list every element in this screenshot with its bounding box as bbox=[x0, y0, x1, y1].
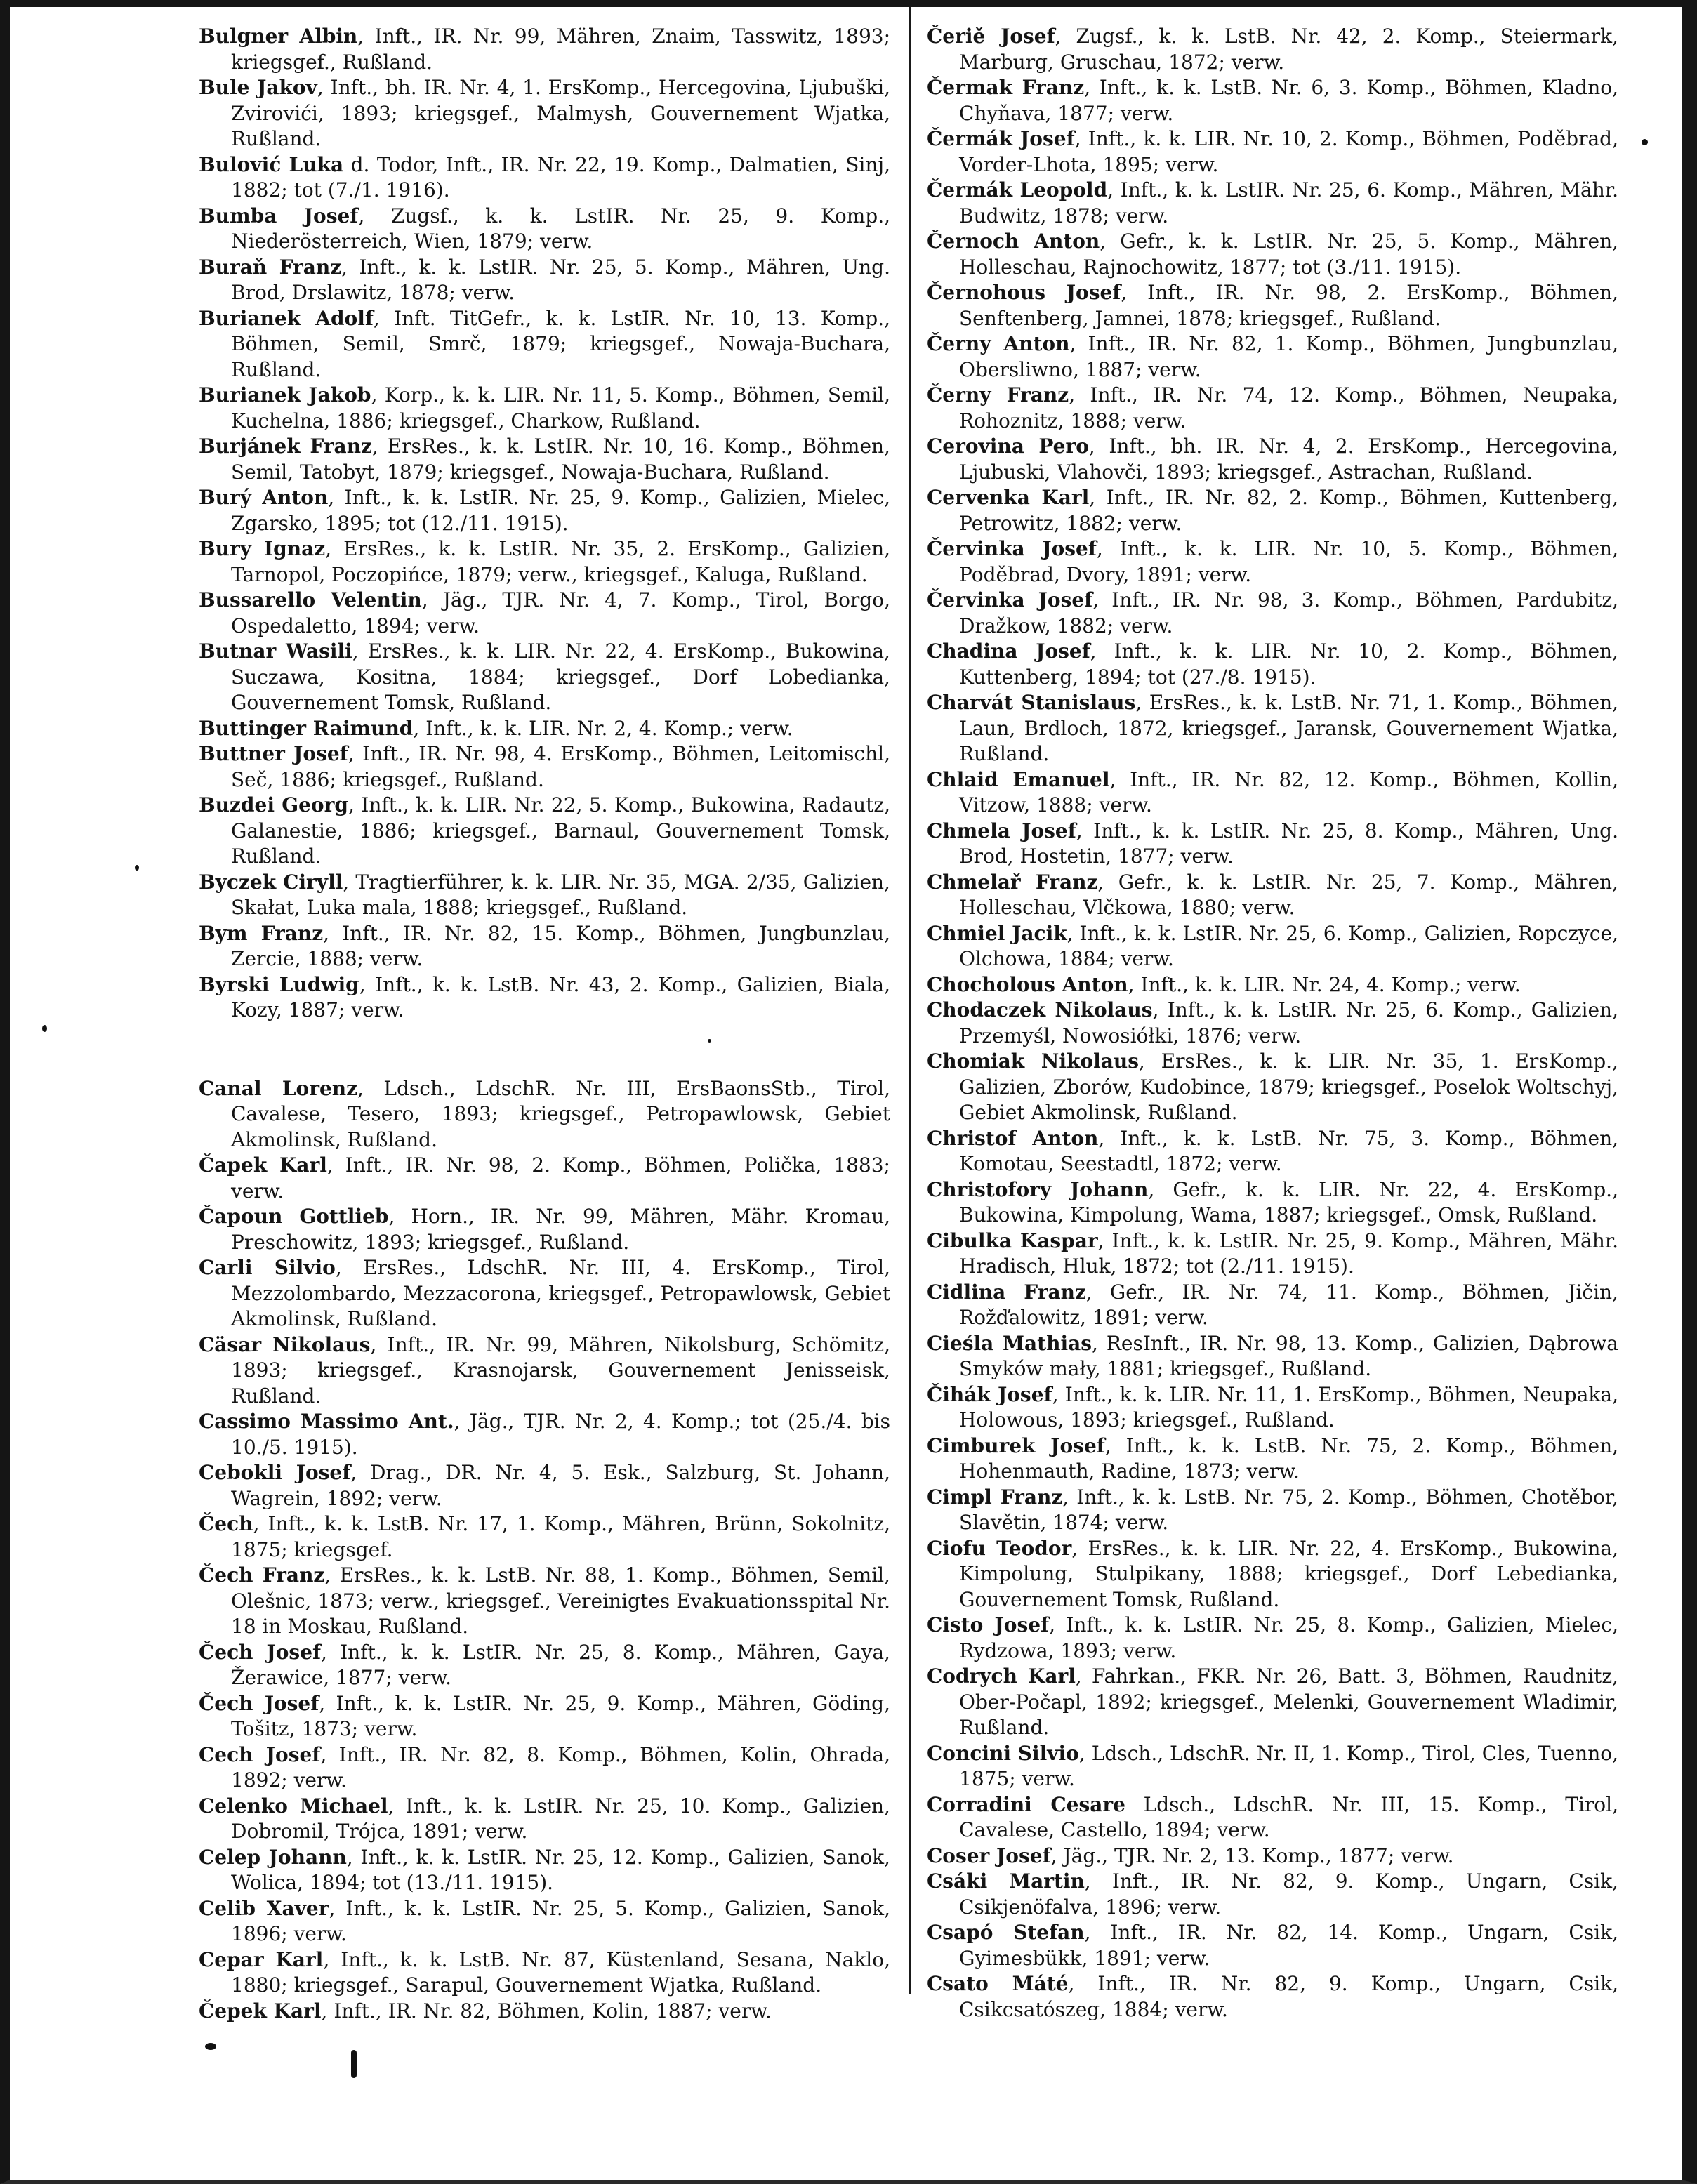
roll-entry bbox=[199, 255, 890, 306]
entry-details: , Inft., k. k. LstIR. Nr. 25, 9. Komp., Galizien, Mielec, Zgarsko, 1895; tot (12./11. 1915). bbox=[231, 486, 890, 535]
entry-name: Čapek Karl bbox=[199, 1153, 327, 1177]
roll-entry bbox=[927, 998, 1618, 1049]
entry-details: , Inft., k. k. LstIR. Nr. 25, 8. Komp., Galizien, Mielec, Rydzowa, 1893; verw. bbox=[959, 1613, 1618, 1662]
roll-entry bbox=[927, 767, 1618, 819]
entry-name: Csáki Martin bbox=[927, 1869, 1085, 1893]
roll-entry bbox=[199, 152, 890, 204]
roll-entry bbox=[199, 536, 890, 588]
entry-details: , Inft., k. k. LIR. Nr. 24, 4. Komp.; verw. bbox=[1128, 972, 1521, 996]
entry-name: Chmelař Franz bbox=[927, 870, 1098, 894]
entry-details: , Inft., IR. Nr. 82, 8. Komp., Böhmen, Kolin, Ohrada, 1892; verw. bbox=[231, 1742, 890, 1792]
entry-name: Burianek Jakob bbox=[199, 383, 371, 406]
roll-entry bbox=[927, 1229, 1618, 1280]
entry-name: Celenko Michael bbox=[199, 1794, 388, 1818]
roll-entry bbox=[927, 1049, 1618, 1126]
entry-details: , Inft., bh. IR. Nr. 4, 2. ErsKomp., Hercegovina, Ljubuski, Vlahovči, 1893; kriegsgef., Astrachan, Rußland. bbox=[959, 435, 1618, 484]
entry-details: , Gefr., k. k. LstIR. Nr. 25, 7. Komp., Mähren, Holleschau, Vlčkowa, 1880; verw. bbox=[959, 870, 1618, 919]
roll-entry bbox=[199, 204, 890, 255]
entry-name: Bule Jakov bbox=[199, 76, 317, 99]
scan-speck bbox=[351, 2050, 357, 2078]
roll-entry bbox=[927, 639, 1618, 690]
entry-name: Černoch Anton bbox=[927, 230, 1100, 253]
entry-name: Coser Josef bbox=[927, 1844, 1051, 1867]
roll-entry bbox=[927, 1971, 1618, 2023]
roll-entry bbox=[927, 921, 1618, 972]
section-gap bbox=[199, 1024, 890, 1076]
entry-name: Celib Xaver bbox=[199, 1896, 329, 1920]
roll-entry bbox=[199, 639, 890, 716]
roll-entry bbox=[199, 741, 890, 793]
roll-entry bbox=[927, 75, 1618, 126]
roll-entry bbox=[199, 1511, 890, 1563]
roll-entry bbox=[927, 1536, 1618, 1613]
entry-details: , Inft., IR. Nr. 82, 2. Komp., Böhmen, Kuttenberg, Petrowitz, 1882; verw. bbox=[959, 486, 1619, 535]
roll-entry bbox=[199, 434, 890, 485]
roll-entry bbox=[199, 383, 890, 434]
entry-name: Čech Franz bbox=[199, 1563, 325, 1587]
roll-entry bbox=[927, 536, 1618, 588]
roll-entry bbox=[927, 1434, 1618, 1485]
roll-entry bbox=[927, 178, 1618, 229]
roll-entry bbox=[927, 588, 1618, 639]
roll-entry bbox=[927, 1331, 1618, 1382]
roll-entry bbox=[199, 972, 890, 1024]
entry-name: Bulović Luka bbox=[199, 152, 344, 176]
entry-name: Chmiel Jacik bbox=[927, 921, 1067, 945]
entry-name: Chadina Josef bbox=[927, 640, 1090, 663]
entry-details: , Inft., k. k. LstIR. Nr. 25, 10. Komp., Galizien, Dobromil, Trójca, 1891; verw. bbox=[231, 1794, 890, 1843]
entry-details: , Inft., IR. Nr. 82, 15. Komp., Böhmen, Jungbunzlau, Zercie, 1888; verw. bbox=[231, 921, 890, 970]
entry-details: , Inft., k. k. LstIR. Nr. 25, 8. Komp., Mähren, Ung. Brod, Hostetin, 1877; verw. bbox=[959, 819, 1618, 868]
roll-entry bbox=[199, 1896, 890, 1947]
roll-entry bbox=[927, 870, 1618, 921]
entry-details: , Inft., IR. Nr. 82, 1. Komp., Böhmen, Jungbunzlau, Obersliwno, 1887; verw. bbox=[959, 332, 1619, 381]
entry-name: Buttinger Raimund bbox=[199, 716, 414, 740]
roll-entry bbox=[927, 1869, 1618, 1920]
roll-entry bbox=[927, 1126, 1618, 1177]
entry-name: Csato Máté bbox=[927, 1972, 1069, 1995]
scan-speck bbox=[135, 865, 139, 871]
entry-name: Čech bbox=[199, 1512, 253, 1535]
roll-entry bbox=[927, 972, 1618, 998]
entry-name: Bumba Josef bbox=[199, 204, 359, 227]
entry-name: Buttner Josef bbox=[199, 742, 348, 765]
entry-name: Černy Anton bbox=[927, 332, 1070, 355]
roll-entry bbox=[199, 1153, 890, 1204]
entry-name: Buraň Franz bbox=[199, 255, 342, 279]
entry-details: , Inft., IR. Nr. 98, 2. Komp., Böhmen, Polička, 1883; verw. bbox=[231, 1153, 890, 1203]
entry-details: , Inft., k. k. LstB. Nr. 43, 2. Komp., Galizien, Biala, Kozy, 1887; verw. bbox=[231, 972, 890, 1021]
entry-details: , Inft., IR. Nr. 99, Mähren, Znaim, Tasswitz, 1893; kriegsgef., Rußland. bbox=[231, 25, 890, 74]
roll-entry bbox=[927, 1792, 1618, 1844]
roll-entry bbox=[199, 1640, 890, 1691]
entry-name: Bussarello Velentin bbox=[199, 588, 422, 611]
scan-speck bbox=[42, 1025, 47, 1032]
entry-details: , Inft., k. k. LstIR. Nr. 25, 5. Komp., Mähren, Ung. Brod, Drslawitz, 1878; verw. bbox=[231, 255, 891, 304]
entry-details: , ErsRes., k. k. LIR. Nr. 35, 1. ErsKomp., Galizien, Zborów, Kudobince, 1879; kriegsgef., Poselok Woltschyj, Gebiet Akmolinsk, Rußland. bbox=[959, 1050, 1618, 1124]
roll-entry bbox=[199, 24, 890, 75]
entry-details: , Inft., IR. Nr. 98, 4. ErsKomp., Böhmen, Leitomischl, Seč, 1886; kriegsgef., Rußland. bbox=[231, 742, 891, 791]
entry-details: , ErsRes., k. k. LIR. Nr. 22, 4. ErsKomp., Bukowina, Kimpolung, Stulpikany, 1888; kriegsgef., Dorf Lebedianka, Gouvernement Tomsk, Rußland. bbox=[959, 1536, 1618, 1611]
entry-name: Cimpl Franz bbox=[927, 1485, 1063, 1509]
entry-name: Cebokli Josef bbox=[199, 1461, 351, 1484]
entry-details: , Inft., k. k. LstIR. Nr. 25, 12. Komp., Galizien, Sanok, Wolica, 1894; tot (13./11. 1915). bbox=[231, 1845, 890, 1894]
roll-entry bbox=[199, 1691, 890, 1742]
entry-details: , Inft., IR. Nr. 98, 2. ErsKomp., Böhmen, Senftenberg, Jamnei, 1878; kriegsgef., Rußland. bbox=[959, 281, 1618, 330]
entry-name: Čech Josef bbox=[199, 1640, 322, 1664]
entry-details: , Inft., IR. Nr. 98, 3. Komp., Böhmen, Pardubitz, Dražkow, 1882; verw. bbox=[959, 588, 1618, 637]
entry-name: Celep Johann bbox=[199, 1845, 347, 1869]
roll-entry bbox=[199, 588, 890, 639]
entry-details: , Inft., k. k. LstB. Nr. 75, 2. Komp., Böhmen, Hohenmauth, Radine, 1873; verw. bbox=[959, 1434, 1619, 1483]
entry-details: , Inft., k. k. LstIR. Nr. 25, 6. Komp., Mähren, Mähr. Budwitz, 1878; verw. bbox=[959, 178, 1618, 227]
entry-name: Čermák Leopold bbox=[927, 178, 1108, 201]
entry-name: Buzdei Georg bbox=[199, 793, 348, 816]
entry-name: Červinka Josef bbox=[927, 588, 1093, 611]
entry-name: Cisto Josef bbox=[927, 1613, 1050, 1636]
entry-details: , Inft., k. k. LstIR. Nr. 25, 9. Komp., Mähren, Göding, Tošitz, 1873; verw. bbox=[231, 1691, 890, 1740]
entry-name: Charvát Stanislaus bbox=[927, 691, 1136, 714]
entry-name: Csapó Stefan bbox=[927, 1921, 1085, 1944]
entry-details: , Inft., k. k. LstB. Nr. 75, 3. Komp., Böhmen, Komotau, Seestadtl, 1872; verw. bbox=[959, 1126, 1619, 1175]
entry-name: Codrych Karl bbox=[927, 1665, 1076, 1688]
entry-details: Ldsch., LdschR. Nr. III, 15. Komp., Tirol, Cavalese, Castello, 1894; verw. bbox=[959, 1792, 1618, 1841]
roll-entry bbox=[927, 24, 1618, 75]
entry-details: , Inft., IR. Nr. 99, Mähren, Nikolsburg, Schömitz, 1893; kriegsgef., Krasnojarsk, Gouvernement Jenisseisk, Rußland. bbox=[231, 1332, 890, 1408]
entry-details: , Korp., k. k. LIR. Nr. 11, 5. Komp., Böhmen, Semil, Kuchelna, 1886; kriegsgef., Charkow, Rußland. bbox=[231, 383, 891, 432]
entry-name: Čapoun Gottlieb bbox=[199, 1205, 389, 1228]
entry-details: , ErsRes., k. k. LIR. Nr. 22, 4. ErsKomp., Bukowina, Suczawa, Kositna, 1884; kriegsgef., Dorf Lobedianka, Gouvernement Tomsk, Rußland. bbox=[231, 640, 890, 714]
entry-details: , Inft., bh. IR. Nr. 4, 1. ErsKomp., Hercegovina, Ljubuški, Zvirovići, 1893; kriegsgef., Malmysh, Gouvernement Wjatka, Rußland. bbox=[231, 76, 890, 150]
entry-name: Cidlina Franz bbox=[927, 1280, 1086, 1304]
entry-details: , Horn., IR. Nr. 99, Mähren, Mähr. Kromau, Preschowitz, 1893; kriegsgef., Rußland. bbox=[231, 1205, 891, 1254]
entry-details: , Tragtierführer, k. k. LIR. Nr. 35, MGA. 2/35, Galizien, Skałat, Luka mala, 1888; kriegsgef., Rußland. bbox=[231, 870, 890, 919]
entry-name: Čermák Josef bbox=[927, 127, 1075, 150]
entry-details: , Inft., k. k. LstB. Nr. 6, 3. Komp., Böhmen, Kladno, Chyňava, 1877; verw. bbox=[959, 76, 1618, 125]
entry-name: Chmela Josef bbox=[927, 819, 1076, 842]
entry-name: Burjánek Franz bbox=[199, 435, 372, 458]
roll-entry bbox=[927, 280, 1618, 331]
entry-name: Canal Lorenz bbox=[199, 1076, 358, 1100]
entry-details: , Inft., k. k. LstIR. Nr. 25, 5. Komp., Galizien, Sanok, 1896; verw. bbox=[231, 1896, 890, 1945]
entry-details: , Inft., k. k. LIR. Nr. 11, 1. ErsKomp., Böhmen, Neupaka, Holowous, 1893; kriegsgef., Rußland. bbox=[959, 1382, 1618, 1431]
entry-name: Čermak Franz bbox=[927, 76, 1085, 99]
scan-speck bbox=[205, 2043, 216, 2050]
roll-entry bbox=[199, 75, 890, 152]
entry-details: , Gefr., k. k. LIR. Nr. 22, 4. ErsKomp., Bukowina, Kimpolung, Wama, 1887; kriegsgef., Omsk, Rußland. bbox=[959, 1177, 1618, 1226]
roll-entry bbox=[199, 1255, 890, 1332]
column-divider bbox=[909, 7, 911, 1994]
entry-details: , Ldsch., LdschR. Nr. III, ErsBaonsStb., Tirol, Cavalese, Tesero, 1893; kriegsgef., Petropawlowsk, Gebiet Akmolinsk, Rußland. bbox=[231, 1076, 890, 1151]
roll-entry bbox=[199, 1332, 890, 1410]
entry-name: Chlaid Emanuel bbox=[927, 767, 1110, 791]
scan-speck bbox=[708, 1039, 711, 1043]
entry-details: , Inft., IR. Nr. 74, 12. Komp., Böhmen, Neupaka, Rohoznitz, 1888; verw. bbox=[959, 383, 1619, 432]
roll-entry bbox=[199, 306, 890, 383]
entry-name: Ciofu Teodor bbox=[927, 1536, 1072, 1560]
entry-details: , Gefr., IR. Nr. 74, 11. Komp., Böhmen, Jičin, Rožďalowitz, 1891; verw. bbox=[959, 1280, 1618, 1329]
roll-entry bbox=[927, 1844, 1618, 1869]
entry-details: , Jäg., TJR. Nr. 2, 4. Komp.; tot (25./4. bis 10./5. 1915). bbox=[231, 1410, 890, 1459]
entry-details: , Inft., k. k. LstIR. Nr. 25, 9. Komp., Mähren, Mähr. Hradisch, Hluk, 1872; tot (2./11. 1915). bbox=[959, 1229, 1618, 1278]
roll-entry bbox=[927, 1280, 1618, 1331]
entry-name: Concini Silvio bbox=[927, 1741, 1079, 1765]
entry-name: Čepek Karl bbox=[199, 1999, 322, 2023]
entry-name: Byrski Ludwig bbox=[199, 972, 359, 996]
roll-entry bbox=[199, 1794, 890, 1845]
roll-entry bbox=[927, 1613, 1618, 1664]
entry-details: , Inft., IR. Nr. 82, 12. Komp., Böhmen, Kollin, Vitzow, 1888; verw. bbox=[959, 767, 1618, 816]
entry-details: , Ldsch., LdschR. Nr. II, 1. Komp., Tirol, Cles, Tuenno, 1875; verw. bbox=[959, 1741, 1618, 1790]
roll-entry bbox=[927, 331, 1618, 383]
entry-name: Butnar Wasili bbox=[199, 640, 352, 663]
entry-details: , Inft., k. k. LstIR. Nr. 25, 8. Komp., Mähren, Gaya, Žerawice, 1877; verw. bbox=[231, 1640, 890, 1689]
entry-details: , ErsRes., k. k. LstIR. Nr. 10, 16. Komp., Böhmen, Semil, Tatobyt, 1879; kriegsgef., Nowaja-Buchara, Rußland. bbox=[231, 435, 890, 484]
entry-details: , Inft., k. k. LstIR. Nr. 25, 6. Komp., Galizien, Ropczyce, Olchowa, 1884; verw. bbox=[959, 921, 1618, 970]
entry-name: Čech Josef bbox=[199, 1691, 319, 1715]
roll-entry bbox=[927, 1741, 1618, 1792]
entry-details: , Inft., k. k. LstB. Nr. 17, 1. Komp., Mähren, Brünn, Sokolnitz, 1875; kriegsgef. bbox=[231, 1512, 890, 1561]
entry-name: Carli Silvio bbox=[199, 1256, 336, 1279]
entry-details: , Inft., k. k. LstB. Nr. 75, 2. Komp., Böhmen, Chotěbor, Slavětin, 1874; verw. bbox=[959, 1485, 1618, 1534]
roll-entry bbox=[927, 690, 1618, 767]
entry-name: Cech Josef bbox=[199, 1742, 321, 1766]
entry-name: Christof Anton bbox=[927, 1126, 1099, 1150]
entry-name: Cibulka Kaspar bbox=[927, 1229, 1098, 1252]
entry-details: , ErsRes., k. k. LstIR. Nr. 35, 2. ErsKomp., Galizien, Tarnopol, Poczopińce, 1879; verw., kriegsgef., Kaluga, Rußland. bbox=[231, 537, 890, 586]
entry-details: , Inft., k. k. LIR. Nr. 2, 4. Komp.; verw. bbox=[413, 716, 793, 740]
entry-details: , Inft., IR. Nr. 82, 14. Komp., Ungarn, Csik, Gyimesbükk, 1891; verw. bbox=[959, 1921, 1618, 1970]
roll-entry bbox=[927, 434, 1618, 485]
entry-name: Červinka Josef bbox=[927, 537, 1097, 560]
roll-entry bbox=[199, 921, 890, 972]
roll-entry bbox=[927, 1382, 1618, 1434]
roll-entry bbox=[927, 1485, 1618, 1536]
scan-speck bbox=[1642, 139, 1648, 145]
entry-name: Cassimo Massimo Ant. bbox=[199, 1410, 454, 1433]
roll-entry bbox=[199, 1947, 890, 1999]
roll-entry bbox=[927, 126, 1618, 178]
right-column bbox=[927, 24, 1618, 2023]
entry-name: Cepar Karl bbox=[199, 1947, 324, 1971]
entry-name: Chomiak Nikolaus bbox=[927, 1050, 1139, 1073]
entry-details: , Inft., IR. Nr. 82, 9. Komp., Ungarn, Csik, Csikcsatószeg, 1884; verw. bbox=[959, 1972, 1619, 2021]
roll-entry bbox=[199, 1409, 890, 1460]
entry-details: , Inft., k. k. LstIR. Nr. 25, 6. Komp., Galizien, Przemyśl, Nowosiółki, 1876; verw. bbox=[959, 998, 1618, 1047]
roll-entry bbox=[199, 870, 890, 921]
entry-name: Chodaczek Nikolaus bbox=[927, 998, 1153, 1021]
entry-name: Cäsar Nikolaus bbox=[199, 1332, 371, 1356]
entry-details: , ErsRes., LdschR. Nr. III, 4. ErsKomp., Tirol, Mezzolombardo, Mezzacorona, kriegsgef., Petropawlowsk, Gebiet Akmolinsk, Rußland. bbox=[231, 1256, 891, 1330]
roll-entry bbox=[927, 1664, 1618, 1741]
entry-name: Cervenka Karl bbox=[927, 486, 1090, 509]
roll-entry bbox=[199, 1742, 890, 1794]
roll-entry bbox=[199, 1999, 890, 2025]
entry-name: Bulgner Albin bbox=[199, 25, 358, 48]
entry-details: , Jäg., TJR. Nr. 4, 7. Komp., Tirol, Borgo, Ospedaletto, 1894; verw. bbox=[231, 588, 890, 637]
roll-entry bbox=[199, 1460, 890, 1511]
roll-entry bbox=[199, 1845, 890, 1896]
entry-name: Čihák Josef bbox=[927, 1382, 1052, 1406]
entry-details: , Jäg., TJR. Nr. 2, 13. Komp., 1877; verw. bbox=[1050, 1844, 1454, 1867]
entry-name: Černy Franz bbox=[927, 383, 1069, 406]
entry-details: , ErsRes., k. k. LstB. Nr. 71, 1. Komp., Böhmen, Laun, Brdloch, 1872, kriegsgef., Jaransk, Gouvernement Wjatka, Rußland. bbox=[959, 691, 1618, 765]
entry-details: , Inft., IR. Nr. 82, 9. Komp., Ungarn, Csik, Csikjenöfalva, 1896; verw. bbox=[959, 1869, 1618, 1919]
entry-details: , Gefr., k. k. LstIR. Nr. 25, 5. Komp., Mähren, Holleschau, Rajnochowitz, 1877; tot (3./11. 1915). bbox=[959, 230, 1618, 279]
entry-name: Cimburek Josef bbox=[927, 1434, 1105, 1457]
roll-entry bbox=[927, 819, 1618, 870]
roll-entry bbox=[927, 485, 1618, 536]
entry-name: Christofory Johann bbox=[927, 1177, 1149, 1201]
entry-name: Burý Anton bbox=[199, 486, 329, 509]
roll-entry bbox=[199, 793, 890, 870]
entry-name: Bury Ignaz bbox=[199, 537, 326, 560]
roll-entry bbox=[927, 1177, 1618, 1229]
entry-details: , Drag., DR. Nr. 4, 5. Esk., Salzburg, St. Johann, Wagrein, 1892; verw. bbox=[231, 1461, 890, 1510]
entry-details: , Fahrkan., FKR. Nr. 26, Batt. 3, Böhmen, Raudnitz, Ober-Počapl, 1892; kriegsgef., Melenki, Gouvernement Wladimir, Rußland. bbox=[959, 1665, 1618, 1739]
entry-name: Cerovina Pero bbox=[927, 435, 1089, 458]
entry-details: , Inft., k. k. LstB. Nr. 87, Küstenland, Sesana, Naklo, 1880; kriegsgef., Sarapul, Gouvernement Wjatka, Rußland. bbox=[231, 1947, 890, 1997]
roll-entry bbox=[199, 716, 890, 742]
entry-details: , ErsRes., k. k. LstB. Nr. 88, 1. Komp., Böhmen, Semil, Olešnic, 1873; verw., kriegsgef., Vereinigtes Evakuationsspital Nr. 18 in Moskau, Rußland. bbox=[231, 1563, 891, 1638]
roll-entry bbox=[199, 485, 890, 536]
entry-name: Černohous Josef bbox=[927, 281, 1121, 304]
entry-name: Byczek Ciryll bbox=[199, 870, 343, 894]
entry-details: d. Todor, Inft., IR. Nr. 22, 19. Komp., Dalmatien, Sinj, 1882; tot (7./1. 1916). bbox=[231, 152, 890, 201]
entry-details: , Inft., k. k. LIR. Nr. 10, 5. Komp., Böhmen, Poděbrad, Dvory, 1891; verw. bbox=[959, 537, 1618, 586]
entry-details: , Inft., k. k. LIR. Nr. 22, 5. Komp., Bukowina, Radautz, Galanestie, 1886; kriegsgef., Barnaul, Gouvernement Tomsk, Rußland. bbox=[231, 793, 891, 868]
roll-entry bbox=[199, 1076, 890, 1153]
entry-details: , Zugsf., k. k. LstIR. Nr. 25, 9. Komp., Niederösterreich, Wien, 1879; verw. bbox=[231, 204, 890, 253]
roll-entry bbox=[927, 229, 1618, 280]
entry-name: Corradini Cesare bbox=[927, 1792, 1125, 1816]
roll-entry bbox=[199, 1563, 890, 1640]
left-column bbox=[199, 24, 890, 2024]
entry-details: , Inft. TitGefr., k. k. LstIR. Nr. 10, 13. Komp., Böhmen, Semil, Smrč, 1879; kriegsgef., Nowaja-Buchara, Rußland. bbox=[231, 306, 890, 381]
roll-entry bbox=[927, 383, 1618, 434]
entry-name: Chocholous Anton bbox=[927, 972, 1128, 996]
entry-name: Bym Franz bbox=[199, 921, 324, 945]
entry-name: Burianek Adolf bbox=[199, 306, 374, 330]
entry-details: , Zugsf., k. k. LstB. Nr. 42, 2. Komp., Steiermark, Marburg, Gruschau, 1872; verw. bbox=[959, 25, 1618, 74]
entry-details: , Inft., k. k. LIR. Nr. 10, 2. Komp., Böhmen, Poděbrad, Vorder-Lhota, 1895; verw. bbox=[959, 127, 1618, 176]
roll-entry bbox=[927, 1920, 1618, 1971]
entry-name: Cieśla Mathias bbox=[927, 1331, 1092, 1355]
roll-entry bbox=[199, 1204, 890, 1255]
entry-details: , ResInft., IR. Nr. 98, 13. Komp., Galizien, Dąbrowa Smyków mały, 1881; kriegsgef., Rußland. bbox=[959, 1331, 1618, 1380]
entry-details: , Inft., k. k. LIR. Nr. 10, 2. Komp., Böhmen, Kuttenberg, 1894; tot (27./8. 1915). bbox=[959, 640, 1618, 689]
entry-name: Čeriě Josef bbox=[927, 25, 1055, 48]
entry-details: , Inft., IR. Nr. 82, Böhmen, Kolin, 1887; verw. bbox=[321, 1999, 772, 2023]
